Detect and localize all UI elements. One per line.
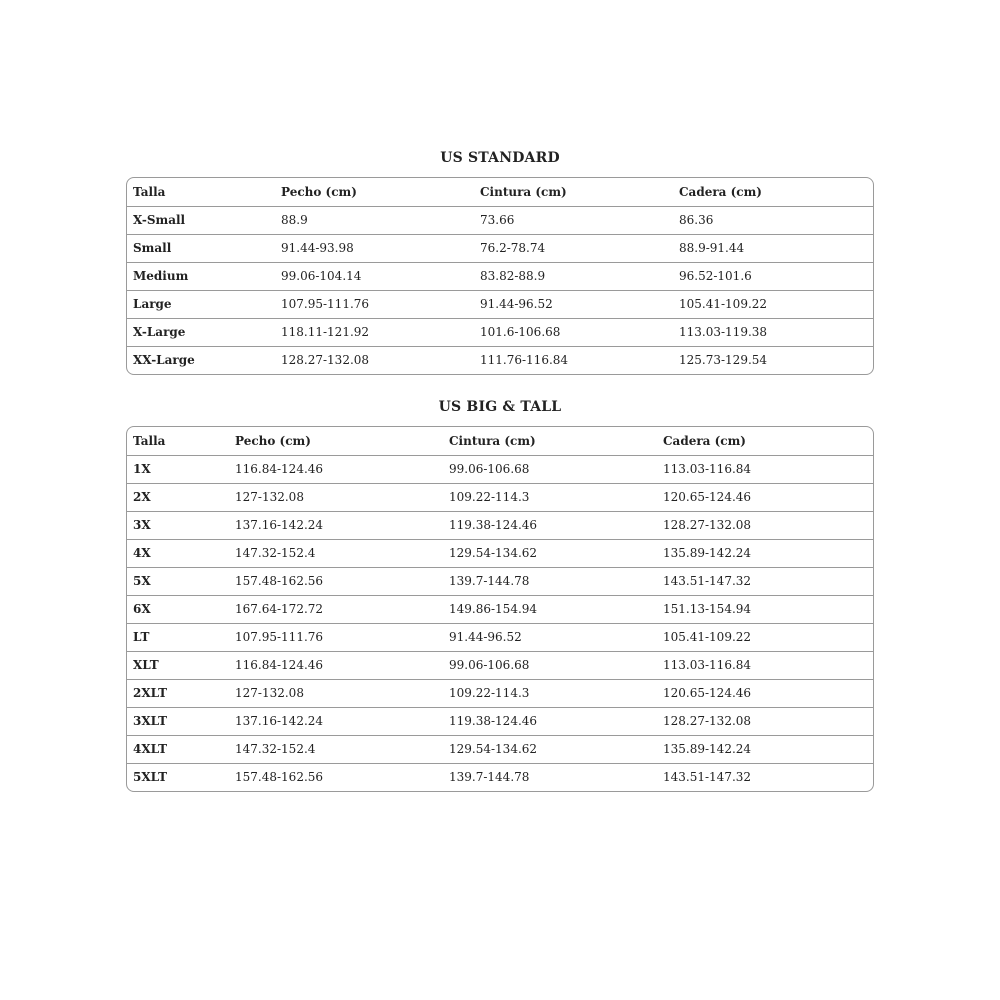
column-header-hip: Cadera (cm) <box>679 184 762 199</box>
hip-cell: 113.03-116.84 <box>657 455 874 483</box>
size-cell: 2X <box>127 483 229 511</box>
table-header-row <box>127 178 874 206</box>
size-cell: X-Large <box>127 318 275 346</box>
chest-cell: 127-132.08 <box>229 679 443 707</box>
size-cell: LT <box>127 623 229 651</box>
table-row <box>127 595 874 623</box>
us-big-tall-table <box>127 427 874 791</box>
waist-cell: 73.66 <box>474 206 673 234</box>
hip-cell: 96.52-101.6 <box>673 262 874 290</box>
table-row <box>127 679 874 707</box>
table-row <box>127 234 874 262</box>
size-cell: 4X <box>127 539 229 567</box>
chest-cell: 147.32-152.4 <box>229 735 443 763</box>
table-row <box>127 567 874 595</box>
table-header-row <box>127 427 874 455</box>
hip-cell: 143.51-147.32 <box>657 567 874 595</box>
chest-cell: 167.64-172.72 <box>229 595 443 623</box>
waist-cell: 149.86-154.94 <box>443 595 657 623</box>
waist-cell: 129.54-134.62 <box>443 539 657 567</box>
size-cell: Large <box>127 290 275 318</box>
column-header-size: Talla <box>133 184 166 199</box>
hip-cell: 120.65-124.46 <box>657 483 874 511</box>
waist-cell: 76.2-78.74 <box>474 234 673 262</box>
table-row <box>127 290 874 318</box>
chest-cell: 157.48-162.56 <box>229 567 443 595</box>
chest-cell: 99.06-104.14 <box>275 262 474 290</box>
table-row <box>127 651 874 679</box>
table-row <box>127 623 874 651</box>
chest-cell: 147.32-152.4 <box>229 539 443 567</box>
size-cell: 3XLT <box>127 707 229 735</box>
column-header-waist: Cintura (cm) <box>480 184 567 199</box>
size-cell: 5XLT <box>127 763 229 791</box>
chest-cell: 116.84-124.46 <box>229 651 443 679</box>
chest-cell: 91.44-93.98 <box>275 234 474 262</box>
hip-cell: 113.03-116.84 <box>657 651 874 679</box>
hip-cell: 135.89-142.24 <box>657 735 874 763</box>
size-cell: Medium <box>127 262 275 290</box>
us-big-tall-title: US BIG & TALL <box>438 399 562 415</box>
table-row <box>127 455 874 483</box>
waist-cell: 91.44-96.52 <box>443 623 657 651</box>
hip-cell: 105.41-109.22 <box>657 623 874 651</box>
size-cell: 2XLT <box>127 679 229 707</box>
hip-cell: 143.51-147.32 <box>657 763 874 791</box>
size-cell: XX-Large <box>127 346 275 374</box>
hip-cell: 128.27-132.08 <box>657 511 874 539</box>
size-cell: 5X <box>127 567 229 595</box>
table-row <box>127 262 874 290</box>
waist-cell: 91.44-96.52 <box>474 290 673 318</box>
us-standard-table <box>127 178 874 374</box>
waist-cell: 129.54-134.62 <box>443 735 657 763</box>
chest-cell: 116.84-124.46 <box>229 455 443 483</box>
waist-cell: 139.7-144.78 <box>443 567 657 595</box>
table-row <box>127 511 874 539</box>
us-standard-section <box>126 150 874 375</box>
table-row <box>127 735 874 763</box>
waist-cell: 99.06-106.68 <box>443 455 657 483</box>
table-row <box>127 483 874 511</box>
us-big-tall-table-wrapper <box>126 426 874 792</box>
hip-cell: 135.89-142.24 <box>657 539 874 567</box>
hip-cell: 151.13-154.94 <box>657 595 874 623</box>
column-header-hip: Cadera (cm) <box>663 433 746 448</box>
waist-cell: 101.6-106.68 <box>474 318 673 346</box>
chest-cell: 137.16-142.24 <box>229 707 443 735</box>
table-row <box>127 707 874 735</box>
chest-cell: 118.11-121.92 <box>275 318 474 346</box>
column-header-chest: Pecho (cm) <box>235 433 311 448</box>
chest-cell: 107.95-111.76 <box>275 290 474 318</box>
table-row <box>127 539 874 567</box>
size-cell: 4XLT <box>127 735 229 763</box>
hip-cell: 128.27-132.08 <box>657 707 874 735</box>
chest-cell: 107.95-111.76 <box>229 623 443 651</box>
chest-cell: 127-132.08 <box>229 483 443 511</box>
size-cell: 3X <box>127 511 229 539</box>
chest-cell: 88.9 <box>275 206 474 234</box>
waist-cell: 109.22-114.3 <box>443 483 657 511</box>
size-cell: XLT <box>127 651 229 679</box>
column-header-waist: Cintura (cm) <box>449 433 536 448</box>
table-row <box>127 346 874 374</box>
waist-cell: 99.06-106.68 <box>443 651 657 679</box>
waist-cell: 119.38-124.46 <box>443 707 657 735</box>
us-standard-table-body <box>127 178 874 374</box>
chest-cell: 157.48-162.56 <box>229 763 443 791</box>
table-row <box>127 206 874 234</box>
waist-cell: 111.76-116.84 <box>474 346 673 374</box>
us-big-tall-section <box>126 399 874 792</box>
waist-cell: 119.38-124.46 <box>443 511 657 539</box>
us-standard-title: US STANDARD <box>440 150 560 166</box>
hip-cell: 88.9-91.44 <box>673 234 874 262</box>
column-header-chest: Pecho (cm) <box>281 184 357 199</box>
us-standard-table-wrapper <box>126 177 874 375</box>
table-row <box>127 763 874 791</box>
chest-cell: 128.27-132.08 <box>275 346 474 374</box>
hip-cell: 86.36 <box>673 206 874 234</box>
hip-cell: 105.41-109.22 <box>673 290 874 318</box>
hip-cell: 113.03-119.38 <box>673 318 874 346</box>
size-cell: 1X <box>127 455 229 483</box>
hip-cell: 125.73-129.54 <box>673 346 874 374</box>
waist-cell: 109.22-114.3 <box>443 679 657 707</box>
size-cell: X-Small <box>127 206 275 234</box>
hip-cell: 120.65-124.46 <box>657 679 874 707</box>
column-header-size: Talla <box>133 433 166 448</box>
waist-cell: 83.82-88.9 <box>474 262 673 290</box>
size-cell: Small <box>127 234 275 262</box>
chest-cell: 137.16-142.24 <box>229 511 443 539</box>
table-row <box>127 318 874 346</box>
size-cell: 6X <box>127 595 229 623</box>
us-big-tall-table-body <box>127 427 874 791</box>
waist-cell: 139.7-144.78 <box>443 763 657 791</box>
